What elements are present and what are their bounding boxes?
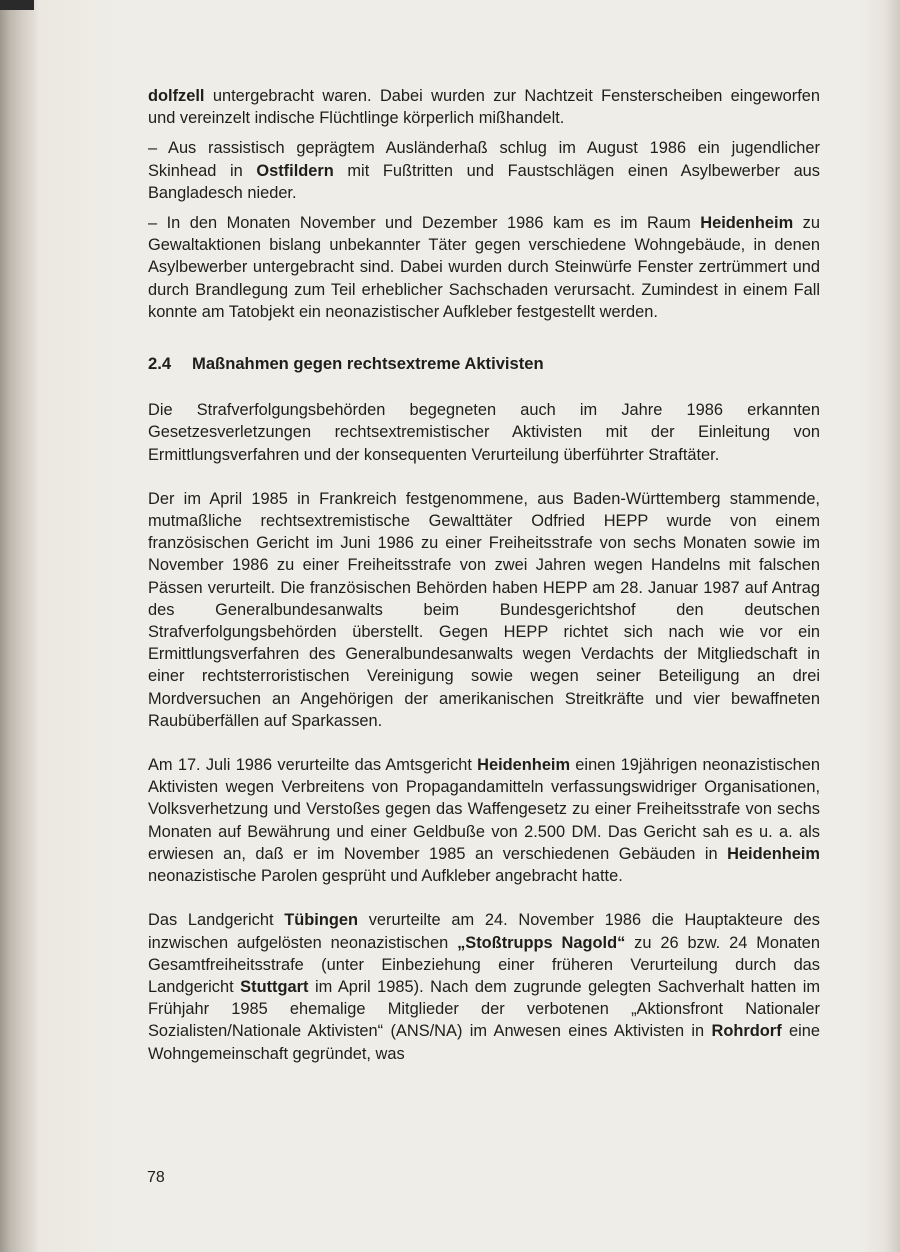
paragraph: Am 17. Juli 1986 verurteilte das Amtsgericht Heidenheim einen 19jährigen neonazistischen Aktivisten wegen Verbreitens von Propagandamitteln verfassungswidriger Organisationen, Volksverhetzung und Verstoßes gegen das Waffengesetz zu einer Freiheitsstrafe von sechs Monaten auf Bewährung und einer Geldbuße von 2.500 DM. Das Gericht sah es u. a. als erwiesen an, daß er im November 1985 an verschiedenen Gebäuden in Heidenheim neonazistische Parolen gesprüht und Aufkleber angebracht hatte. <box>148 756 820 886</box>
page-body <box>148 85 820 1065</box>
page-number: 78 <box>147 1169 165 1186</box>
list-item: – In den Monaten November und Dezember 1986 kam es im Raum Heidenheim zu Gewaltaktionen bislang unbekannter Täter gegen verschiedene Wohngebäude, in denen Asylbewerber untergebracht sind. Dabei wurden durch Steinwürfe Fenster zertrümmert und durch Brandlegung zum Teil erheblicher Sachschaden verursacht. Zumindest in einem Fall konnte am Tatobjekt ein neonazistischer Aufkleber festgestellt werden. <box>148 214 820 321</box>
section-heading <box>148 353 820 375</box>
spacer <box>148 204 820 212</box>
paragraph: Das Landgericht Tübingen verurteilte am 24. November 1986 die Hauptakteure des inzwischen aufgelösten neonazistischen „Stoßtrupps Nagold“ zu 26 bzw. 24 Monaten Gesamtfreiheitsstrafe (unter Einbeziehung einer früheren Verurteilung durch das Landgericht Stuttgart im April 1985). Nach dem zugrunde gelegten Sachverhalt hatten im Frühjahr 1985 ehemalige Mitglieder der verbotenen „Aktionsfront Nationaler Sozialisten/Nationale Aktivisten“ (ANS/NA) im Anwesen eines Aktivisten in Rohrdorf eine Wohngemeinschaft gegründet, was <box>148 911 820 1063</box>
paragraph: Die Strafverfolgungsbehörden begegneten auch im Jahre 1986 erkannten Gesetzesverletzungen rechtsextremistischer Aktivisten mit der Einleitung von Ermittlungsverfahren und der konsequenten Verurteilung überführter Straftäter. <box>148 401 820 464</box>
place-name: Heidenheim <box>727 844 820 863</box>
place-name: Heidenheim <box>477 756 571 775</box>
place-name: dolfzell <box>148 87 205 105</box>
section-title: Maßnahmen gegen rechtsextreme Aktivisten <box>192 354 544 374</box>
place-name: Heidenheim <box>700 214 794 233</box>
spacer <box>148 732 820 754</box>
spacer <box>148 466 820 488</box>
scan-corner-mark <box>0 0 34 10</box>
place-name: Tübingen <box>284 911 358 930</box>
place-name: Stuttgart <box>240 977 309 996</box>
place-name: Ostfildern <box>256 161 334 180</box>
place-name: Rohrdorf <box>711 1022 782 1041</box>
section-number: 2.4 <box>148 354 172 374</box>
spacer <box>148 129 820 137</box>
list-item: – Aus rassistisch geprägtem Ausländerhaß schlug im August 1986 ein jugendlicher Skinhead in Ostfildern mit Fußtritten und Faustschlägen einen Asylbewerber aus Bangladesch nieder. <box>148 139 820 202</box>
group-name: „Stoßtrupps Nagold“ <box>457 933 626 952</box>
paragraph-continuation: dolfzell untergebracht waren. Dabei wurden zur Nachtzeit Fensterscheiben eingeworfen und vereinzelt indische Flüchtlinge körperlich mißhandelt. <box>148 87 820 128</box>
page-binding-shadow <box>0 0 38 1252</box>
spacer <box>148 887 820 909</box>
paragraph: Der im April 1985 in Frankreich festgenommene, aus Baden-Württemberg stammende, mutmaßliche rechtsextremistische Gewalttäter Odfried HEPP wurde von einem französischen Gericht im Juni 1986 zu einer Freiheitsstrafe von sechs Monaten sowie im November 1986 zu einer Freiheitsstrafe von zwei Jahren wegen Handelns mit falschen Pässen verurteilt. Die französischen Behörden haben HEPP am 28. Januar 1987 auf Antrag des Generalbundesanwalts beim Bundesgerichtshof den deutschen Strafverfolgungsbehörden überstellt. Gegen HEPP richtet sich nach wie vor ein Ermittlungsverfahren des Generalbundesanwalts wegen Verdachts der Mitgliedschaft in einer rechtsterroristischen Vereinigung sowie wegen seiner Beteiligung an drei Mordversuchen an Angehörigen der amerikanischen Streitkräfte und vier bewaffneten Raubüberfällen auf Sparkassen. <box>148 489 820 730</box>
